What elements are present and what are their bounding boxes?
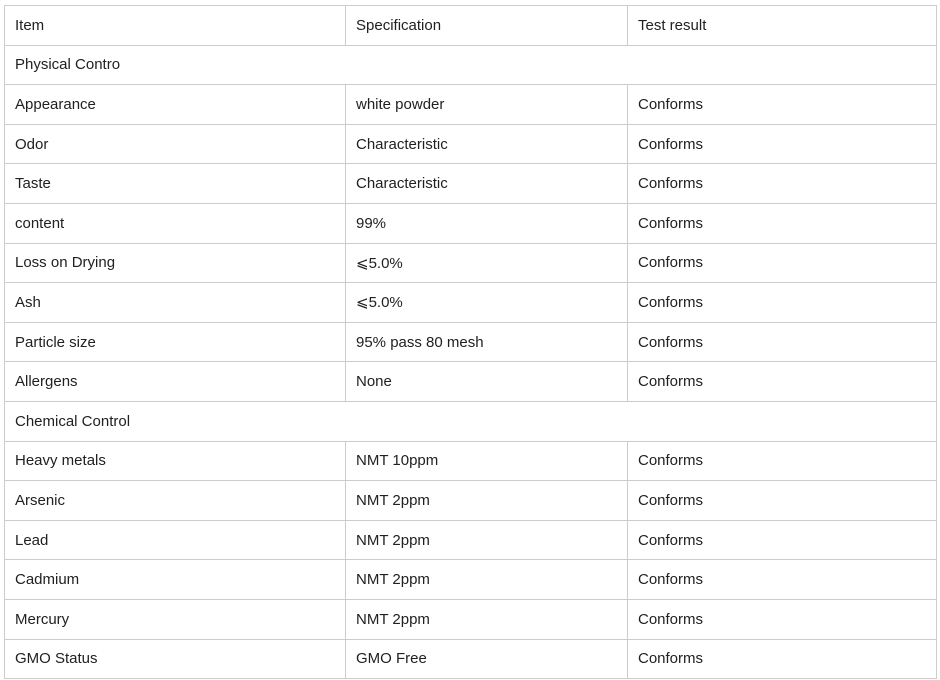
test-result-cell: Conforms (628, 520, 937, 560)
table-row (5, 203, 937, 243)
item-cell: content (5, 203, 346, 243)
table-row (5, 560, 937, 600)
table-row (5, 322, 937, 362)
specification-cell: NMT 2ppm (346, 560, 628, 600)
item-cell: GMO Status (5, 639, 346, 679)
specification-table (4, 5, 937, 679)
section-row (5, 401, 937, 441)
section-title: Chemical Control (5, 401, 937, 441)
test-result-cell: Conforms (628, 362, 937, 402)
item-cell: Lead (5, 520, 346, 560)
item-cell: Cadmium (5, 560, 346, 600)
item-cell: Taste (5, 164, 346, 204)
specification-cell: NMT 2ppm (346, 520, 628, 560)
test-result-cell: Conforms (628, 560, 937, 600)
section-title: Physical Contro (5, 45, 937, 85)
column-header-item: Item (5, 6, 346, 46)
specification-cell: 95% pass 80 mesh (346, 322, 628, 362)
table-row (5, 639, 937, 679)
item-cell: Particle size (5, 322, 346, 362)
item-cell: Arsenic (5, 481, 346, 521)
column-header-test-result: Test result (628, 6, 937, 46)
item-cell: Mercury (5, 599, 346, 639)
column-header-specification: Specification (346, 6, 628, 46)
test-result-cell: Conforms (628, 599, 937, 639)
test-result-cell: Conforms (628, 639, 937, 679)
table-row (5, 283, 937, 323)
specification-cell: ⩽5.0% (346, 243, 628, 283)
specification-cell: Characteristic (346, 164, 628, 204)
table-row (5, 481, 937, 521)
item-cell: Loss on Drying (5, 243, 346, 283)
table-row (5, 520, 937, 560)
table-row (5, 441, 937, 481)
specification-cell: ⩽5.0% (346, 283, 628, 323)
item-cell: Appearance (5, 85, 346, 125)
specification-cell: white powder (346, 85, 628, 125)
table-row (5, 362, 937, 402)
table-row (5, 599, 937, 639)
table-row (5, 124, 937, 164)
specification-cell: NMT 10ppm (346, 441, 628, 481)
test-result-cell: Conforms (628, 481, 937, 521)
specification-cell: 99% (346, 203, 628, 243)
item-cell: Allergens (5, 362, 346, 402)
test-result-cell: Conforms (628, 85, 937, 125)
section-row (5, 45, 937, 85)
specification-cell: Characteristic (346, 124, 628, 164)
test-result-cell: Conforms (628, 283, 937, 323)
test-result-cell: Conforms (628, 243, 937, 283)
test-result-cell: Conforms (628, 124, 937, 164)
table-row (5, 164, 937, 204)
table-row (5, 243, 937, 283)
item-cell: Ash (5, 283, 346, 323)
specification-cell: None (346, 362, 628, 402)
table-row (5, 85, 937, 125)
test-result-cell: Conforms (628, 164, 937, 204)
item-cell: Heavy metals (5, 441, 346, 481)
specification-cell: GMO Free (346, 639, 628, 679)
test-result-cell: Conforms (628, 203, 937, 243)
header-row (5, 6, 937, 46)
test-result-cell: Conforms (628, 322, 937, 362)
item-cell: Odor (5, 124, 346, 164)
test-result-cell: Conforms (628, 441, 937, 481)
specification-cell: NMT 2ppm (346, 481, 628, 521)
specification-cell: NMT 2ppm (346, 599, 628, 639)
